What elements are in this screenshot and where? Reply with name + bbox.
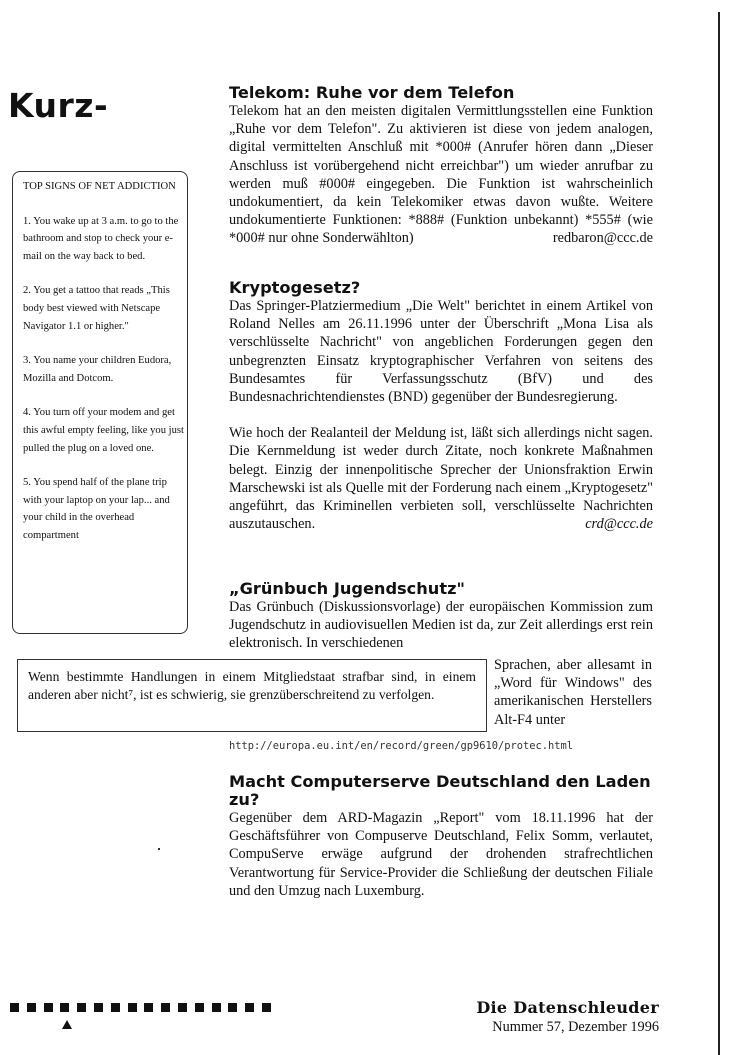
sidebar-item: 4. You turn off your modem and get this awful empty feeling, like you just pulled the plug on a loved one. <box>23 407 184 454</box>
footer-issue: Nummer 57, Dezember 1996 <box>492 1019 659 1035</box>
sidebar-box <box>12 171 188 634</box>
article-title: Telekom: Ruhe vor dem Telefon <box>229 83 515 102</box>
section-heading: Kurz- <box>8 86 109 125</box>
article-telekom <box>229 84 653 248</box>
sidebar-item: 3. You name your children Eudora, Mozilla and Dotcom. <box>23 355 172 384</box>
sidebar-item: 2. You get a tattoo that reads „This body best viewed with Netscape Navigator 1.1 or higher." <box>23 285 170 332</box>
article-title: Macht Computerserve Deutschland den Laden zu? <box>229 772 651 809</box>
article-signature: crd@ccc.de <box>585 516 653 533</box>
article-body: Das Grünbuch (Diskussionsvorlage) der europäischen Kommission zum Jugendschutz in audiovisuellen Medien ist da, zur Zeit allerdings erst rein elektronisch. In verschiedenen <box>229 599 653 652</box>
speck <box>158 848 160 850</box>
triangle-marker-icon <box>62 1020 72 1029</box>
article-compuserve <box>229 773 653 900</box>
article-body: Telekom hat an den meisten digitalen Vermittlungsstellen eine Funktion „Ruhe vor dem Telefon". Zu aktivieren ist diese von jedem analogen, digital vermittelten Anschluß mit *000# (Anrufer hören dann „Dieser Anschluss ist vorübergehend nicht erreichbar") um wieder anrufbar zu werden muß #000# eingegeben. Die Funktion ist wahrscheinlich undokumentiert, da kein Telekomiker etwas davon wußte. Weitere undokumentierte Funktionen: *888# (Funktion unbekannt) *555# (wie *000# nur ohne Sonderwählton) redbaron@ccc.de <box>229 103 653 247</box>
article-signature: redbaron@ccc.de <box>552 230 653 247</box>
page-edge-rule <box>718 12 720 1055</box>
article-body: Gegenüber dem ARD-Magazin „Report" vom 18.11.1996 hat der Geschäftsführer von Compuserve Deutschland, Felix Somm, verlautet, CompuServe erwäge aufgrund der drohenden strafrechtlichen Verantwortung für Service-Provider die Schließung der deutschen Filiale und den Umzug nach Luxemburg. <box>229 810 653 899</box>
sidebar-item: 1. You wake up at 3 a.m. to go to the bathroom and stop to check your e-mail on the way back to bed. <box>23 215 179 262</box>
url-text: http://europa.eu.int/en/record/green/gp9610/protec.html <box>229 740 574 752</box>
article-kryptogesetz <box>229 279 653 533</box>
article-body-wrap: Sprachen, aber allesamt in „Word für Windows" des amerikanischen Herstellers Alt-F4 unter <box>494 657 652 728</box>
article-body: Das Springer-Platziermedium „Die Welt" berichtet in einem Artikel von Roland Nelles am 26.11.1996 unter der Überschrift „Mona Lisa als verschlüsselte Nachricht" von angeblichen Forderungen gegen den unbegrenzten Einsatz kryptographischer Verfahren von seitens des Bundesamtes für Verfassungsschutz (BfV) und des Bundesnachrichtendienstes (BND) gegenüber der Bundesregierung. <box>229 298 653 406</box>
article-body: Wie hoch der Realanteil der Meldung ist, läßt sich allerdings nicht sagen. Die Kernmeldung ist weder durch Zitate, noch konkrete Maßnahmen belegt. Einzig der innenpolitische Sprecher der Unionsfraktion Erwin Marschewski ist als Quelle mit der Forderung nach einem „Kryptogesetz" angeführt, das Kriminellen verbieten soll, verschlüsselte Nachrichten auszutauschen. crd@ccc.de <box>229 425 653 533</box>
article-gruenbuch <box>229 580 653 653</box>
footer-squares <box>10 1003 271 1012</box>
footer-brand: Die Datenschleuder <box>476 998 659 1017</box>
sidebar-title: TOP SIGNS OF NET ADDICTION <box>23 181 176 192</box>
pull-quote: Wenn bestimmte Handlungen in einem Mitgliedstaat strafbar sind, in einem anderen aber nicht⁷, ist es schwierig, sie grenzüberschreitend zu verfolgen. <box>17 659 487 732</box>
sidebar-item: 5. You spend half of the plane trip with your laptop on your lap... and your child in the overhead compartment <box>23 477 170 541</box>
article-title: „Grünbuch Jugendschutz" <box>229 579 465 598</box>
article-title: Kryptogesetz? <box>229 278 361 297</box>
